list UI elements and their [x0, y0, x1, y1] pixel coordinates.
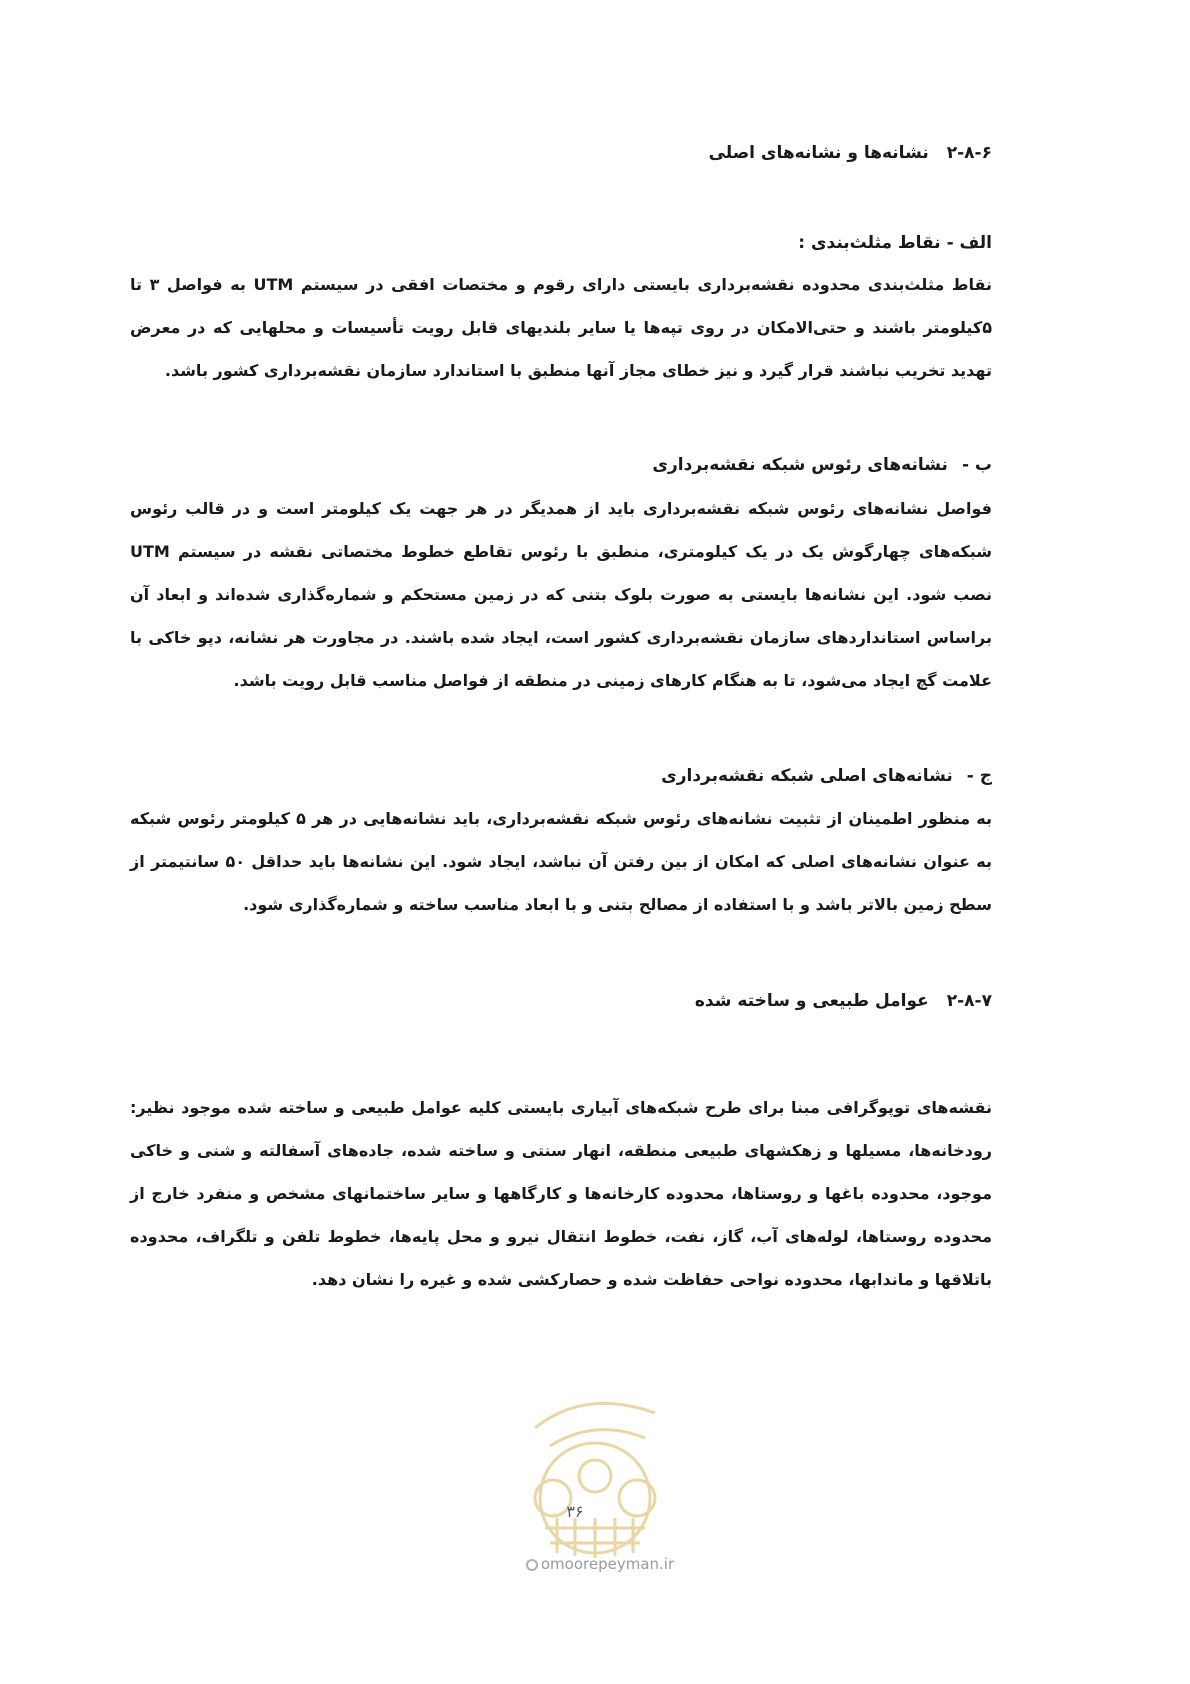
paragraph-main-grid-marks: به منظور اطمینان از تثبیت نشانه‌های رئوس شبکه نقشه‌برداری، باید نشانه‌هایی در هر ۵ کیلومتر رئوس شبکه به عنوان نشانه‌های اصلی که امکان از بین رفتن آن نباشد، ایجاد شود. این نشانه‌ها باید حداقل ۵۰ سانتیمتر از سطح زمین بالاتر باشد و با استفاده از مصالح بتنی و با ابعاد مناسب ساخته و شماره‌گذاری شود.	[130, 809, 993, 914]
site-logo-icon	[526, 1559, 538, 1571]
page-number: ۳۶	[566, 1502, 584, 1521]
watermark-site	[505, 1555, 695, 1573]
section-heading-2-8-6	[709, 145, 992, 162]
paragraph-natural-built-features: نقشه‌های توپوگرافی مبنا برای طرح شبکه‌های آبیاری بایستی کلیه عوامل طبیعی و ساخته شده موجود نظیر: رودخانه‌ها، مسیلها و زهکشهای طبیعی منطقه، انهار سنتی و ساخته شده، جاده‌های آسفالته و شنی و خاکی موجود، محدوده باغها و روستاها، محدوده کارخانه‌ها و کارگاهها و سایر ساختمانهای مشخص و منفرد خارج از محدوده روستاها، لوله‌های آب، گاز، نفت، خطوط انتقال نیرو و محل پایه‌ها، خطوط تلفن و تلگراف، محدوده باتلاقها و ماندابها، محدوده نواحی حفاظت شده و حصارکشی شده و غیره را نشان دهد.	[130, 1098, 992, 1289]
subsection-heading-alef	[798, 235, 992, 252]
watermark-site-text: omoorepeyman.ir	[540, 1555, 675, 1573]
section-number: ۲-۸-۷	[946, 991, 992, 1011]
section-heading-2-8-7	[695, 993, 992, 1010]
subsection-letter: ب -	[961, 455, 992, 475]
paragraph-grid-vertex-marks: فواصل نشانه‌های رئوس شبکه نقشه‌برداری باید از همدیگر در هر جهت یک کیلومتر است و در قالب رئوس شبکه‌های چهارگوش یک در یک کیلومتری، منطبق با رئوس تقاطع خطوط مختصاتی نقشه در سیستم UTM نصب شود. این نشانه‌ها بایستی به صورت بلوک بتنی که در زمین مستحکم و شماره‌گذاری شده‌اند و ابعاد آن براساس استانداردهای سازمان نقشه‌برداری کشور است، ایجاد شده باشند. در مجاورت هر نشانه، دپو خاکی با علامت گچ ایجاد می‌شود، تا به هنگام کارهای زمینی در منطقه از فواصل مناسب قابل رویت باشد.	[130, 499, 992, 690]
paragraph-triangulation-points: نقاط مثلث‌بندی محدوده نقشه‌برداری بایستی دارای رقوم و مختصات افقی در سیستم UTM به فواصل ۳ تا ۵کیلومتر باشند و حتی‌الامکان در روی تپه‌ها یا سایر بلندیهای قابل رویت تأسیسات و محلهایی که در معرض تهدید تخریب نباشند قرار گیرد و نیز خطای مجاز آنها منطبق با استاندارد سازمان نقشه‌برداری کشور باشد.	[130, 275, 992, 380]
section-title: عوامل طبیعی و ساخته شده	[694, 991, 929, 1011]
subsection-title: نشانه‌های اصلی شبکه نقشه‌برداری	[661, 766, 953, 786]
watermark-seal-icon	[495, 1368, 695, 1568]
section-number: ۲-۸-۶	[946, 143, 992, 163]
subsection-title: نشانه‌های رئوس شبکه نقشه‌برداری	[652, 455, 948, 475]
section-title: نشانه‌ها و نشانه‌های اصلی	[708, 143, 929, 163]
subsection-heading-jim	[661, 768, 992, 785]
subsection-title: الف - نقاط مثلث‌بندی :	[798, 233, 992, 253]
subsection-letter: ج -	[966, 766, 992, 786]
subsection-heading-be	[652, 457, 992, 474]
